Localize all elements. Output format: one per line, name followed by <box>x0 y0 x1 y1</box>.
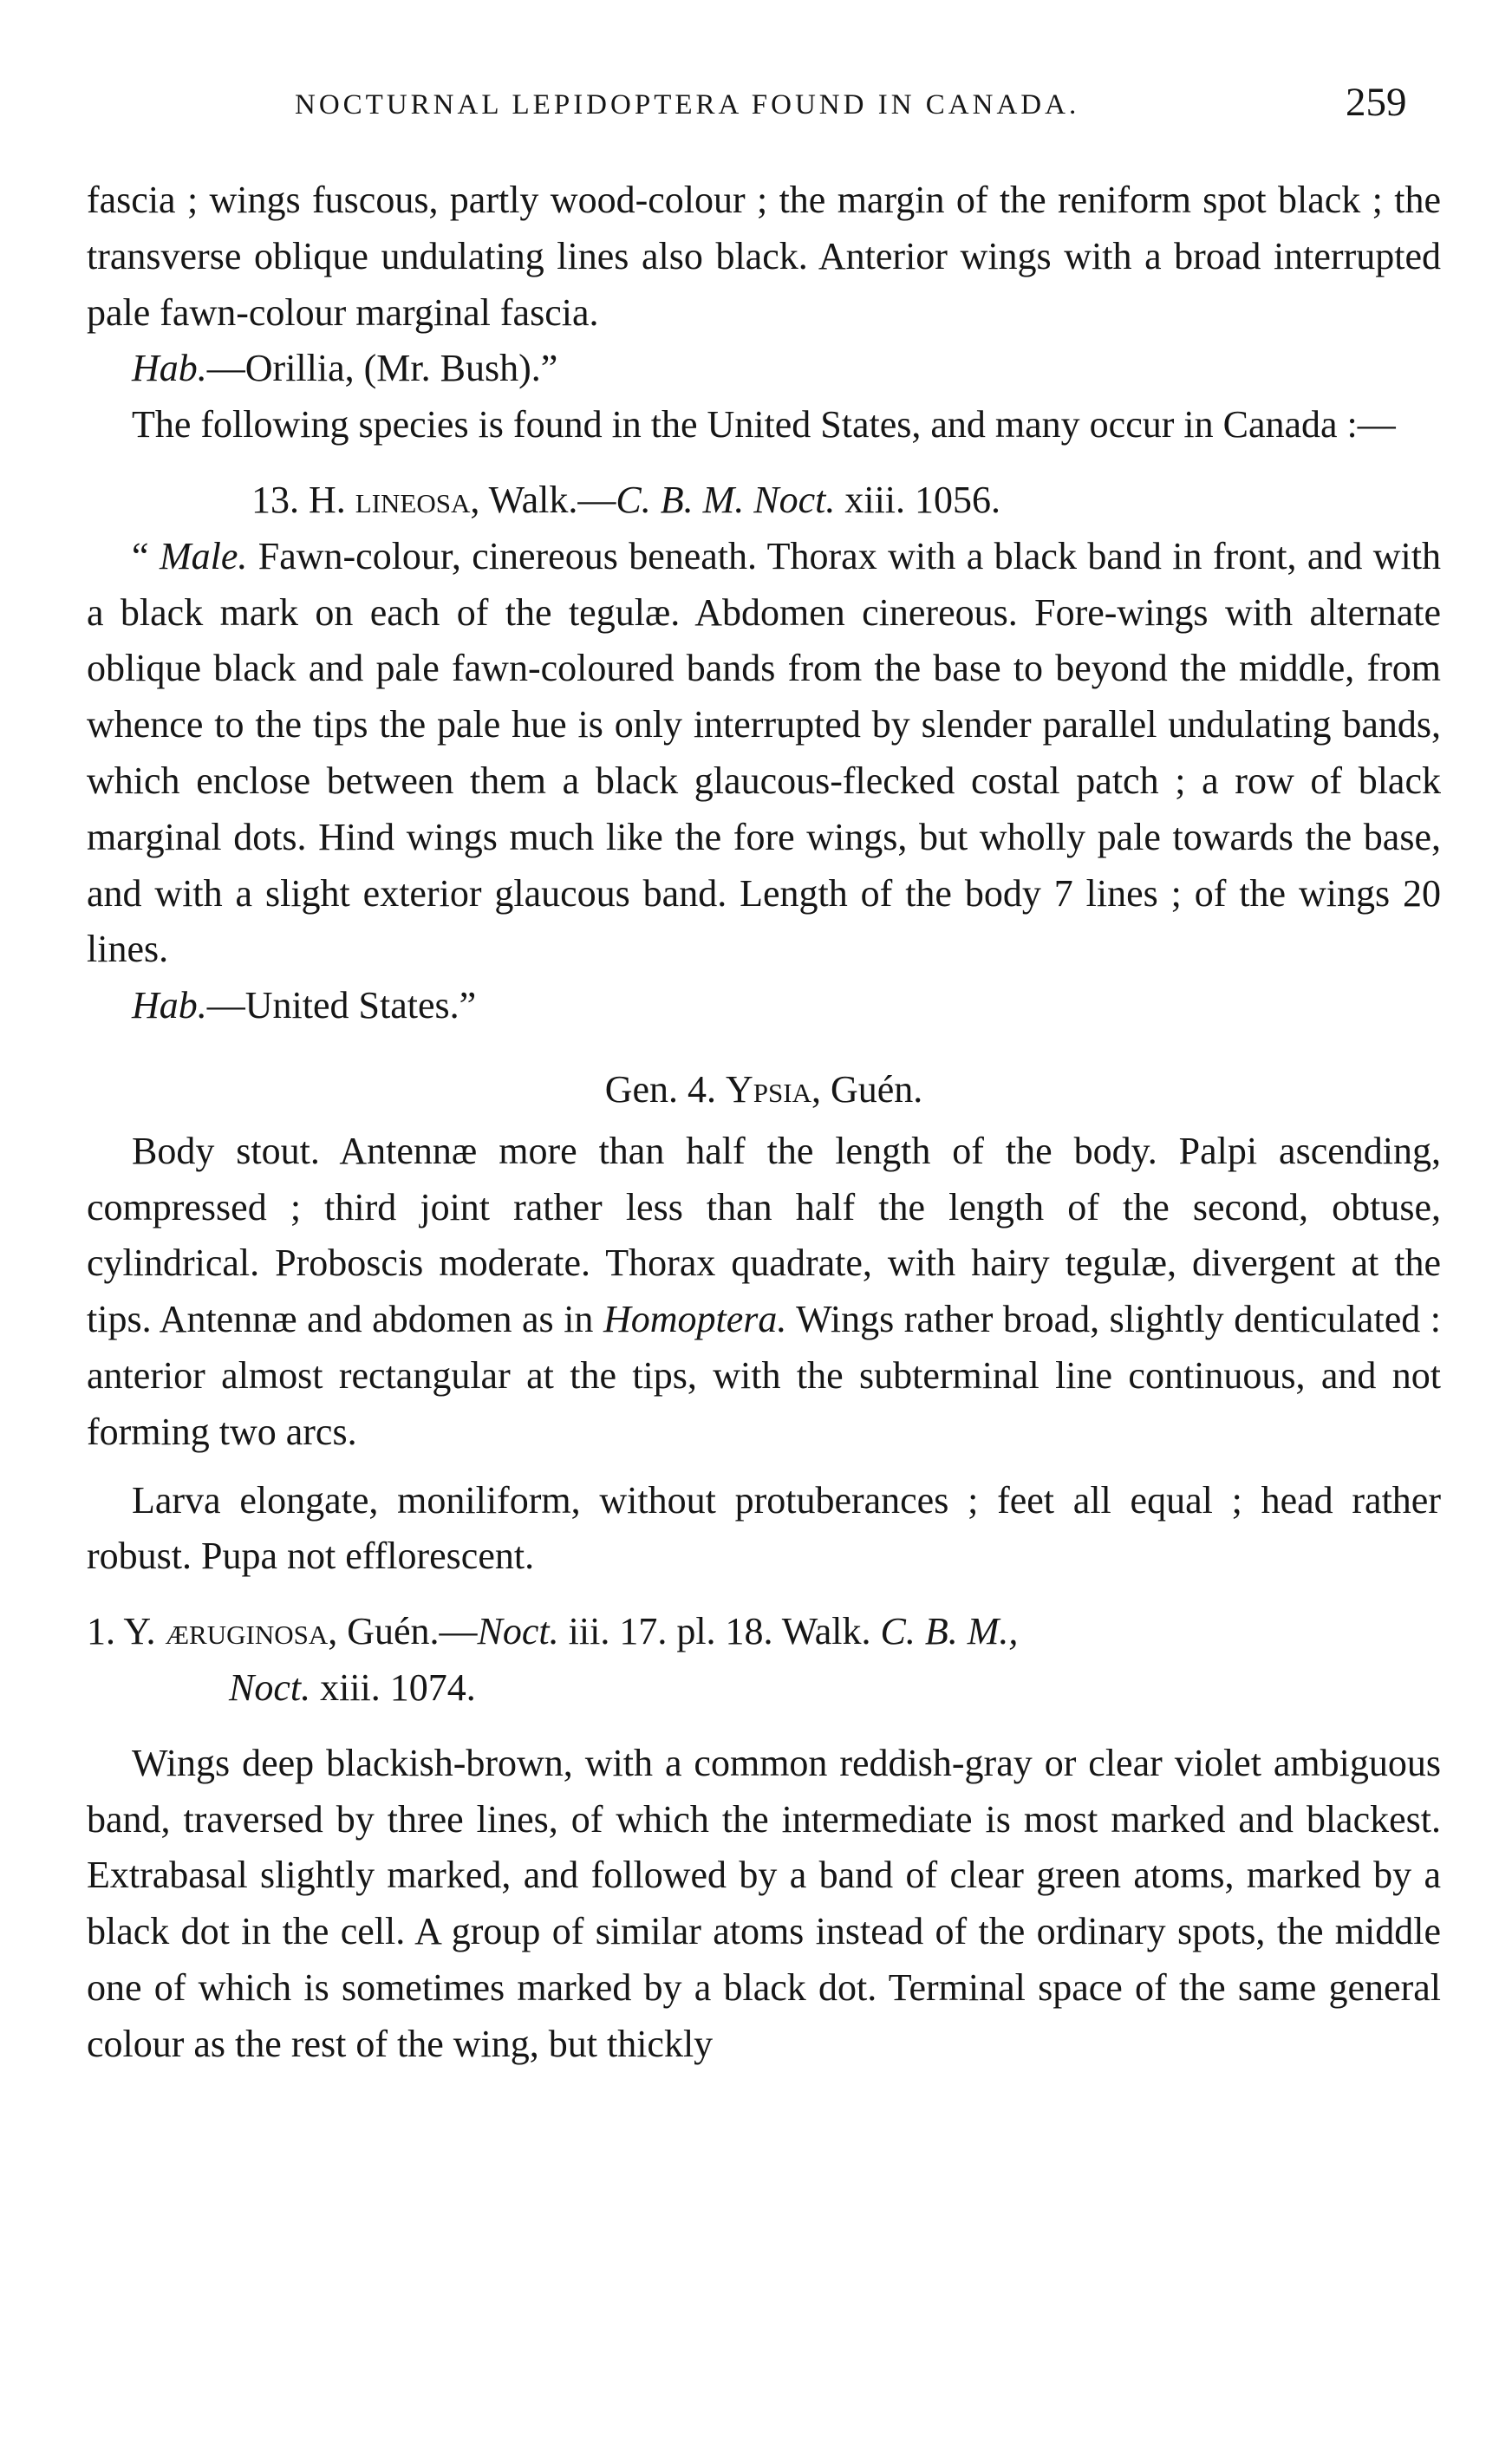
page-number: 259 <box>1346 80 1407 125</box>
entry-number: 13. H. <box>251 478 346 521</box>
species-entry-1-continued <box>87 1660 1441 1717</box>
species-reference: C. B. M., <box>880 1610 1019 1653</box>
larva-description <box>87 1473 1441 1586</box>
species-entry-1 <box>87 1604 1441 1660</box>
paragraph-text: The following species is found in the United States, and many occur in Canada :— <box>132 403 1396 446</box>
habitat-label: Hab. <box>132 984 207 1027</box>
quote-open: “ <box>132 534 160 577</box>
genus-reference: Homoptera. <box>603 1298 787 1341</box>
species-name: lineosa, <box>355 478 480 521</box>
habitat-text: —Orillia, (Mr. Bush).” <box>206 347 558 390</box>
page-header <box>0 80 1512 141</box>
genus-name: Ypsia, <box>726 1067 821 1111</box>
habitat-orillia <box>87 341 1441 397</box>
species-reference-detail: xiii. 1074. <box>310 1665 476 1709</box>
genus-prefix: Gen. 4. <box>604 1067 717 1111</box>
description-text: Wings rather broad, slightly denticulated : anterior almost rectangular at the tips, with the subterminal line continuous, and not forming two arcs. <box>87 1298 1441 1453</box>
species-reference: Noct. <box>477 1610 559 1653</box>
entry-number: 1. Y. <box>87 1610 156 1653</box>
genus-heading <box>87 1062 1441 1118</box>
continued-paragraph <box>87 173 1441 341</box>
intro-paragraph <box>87 397 1441 453</box>
paragraph-text: fascia ; wings fuscous, partly wood-colour ; the margin of the reniform spot black ; the transverse oblique undulating lines also black. Anterior wings with a broad interrupted pale fawn-colour marginal fascia. <box>87 179 1441 334</box>
species-volume: xiii. 1056. <box>844 478 1001 521</box>
species-reference-detail: iii. 17. pl. 18. Walk. <box>558 1610 881 1653</box>
genus-description <box>87 1124 1441 1461</box>
species-entry-13 <box>251 473 1441 529</box>
description-text: Larva elongate, moniliform, without protuberances ; feet all equal ; head rather robust. Pupa not efflorescent. <box>87 1478 1441 1578</box>
habitat-label: Hab. <box>132 347 207 390</box>
description-text: Wings deep blackish-brown, with a common reddish-gray or clear violet ambiguous band, traversed by three lines, of which the intermediate is most marked and blackest. Extrabasal slightly marked, and followed by a band of clear green atoms, marked by a black dot in the cell. A group of similar atoms instead of the ordinary spots, the middle one of which is sometimes marked by a black dot. Terminal space of the same general colour as the rest of the wing, but thickly <box>87 1741 1441 2065</box>
habitat-united-states <box>87 978 1441 1034</box>
species-author: Guén.— <box>347 1610 478 1653</box>
sex-label: Male. <box>159 534 248 577</box>
species-author: Walk.— <box>488 478 616 521</box>
description-text: Body stout. Antennæ more than half the length of the body. Palpi ascending, compressed ; third joint rather less than half the length of the second, obtuse, cylindrical. Proboscis moderate. Thorax quadrate, with hairy tegulæ, divergent at the tips. Antennæ and abdomen as in <box>87 1129 1441 1341</box>
page-body <box>87 173 1441 2073</box>
habitat-text: —United States.” <box>206 984 477 1027</box>
species-1-description <box>87 1736 1441 2073</box>
species-reference: Noct. <box>229 1665 311 1709</box>
genus-author: Guén. <box>830 1067 923 1111</box>
running-title: NOCTURNAL LEPIDOPTERA FOUND IN CANADA. <box>295 89 1080 121</box>
species-reference: C. B. M. Noct. <box>616 478 836 521</box>
species-13-description <box>87 529 1441 978</box>
species-name: æruginosa, <box>165 1610 338 1653</box>
description-text: Fawn-colour, cinereous beneath. Thorax with a black band in front, and with a black mark on each of the tegulæ. Abdomen cinereous. Fore-wings with alternate oblique black and pale fawn-coloured bands from the base to beyond the middle, from whence to the tips the pale hue is only interrupted by slender parallel undulating bands, which enclose between them a black glaucous-flecked costal patch ; a row of black marginal dots. Hind wings much like the fore wings, but wholly pale towards the base, and with a slight exterior glaucous band. Length of the body 7 lines ; of the wings 20 lines. <box>87 534 1442 971</box>
